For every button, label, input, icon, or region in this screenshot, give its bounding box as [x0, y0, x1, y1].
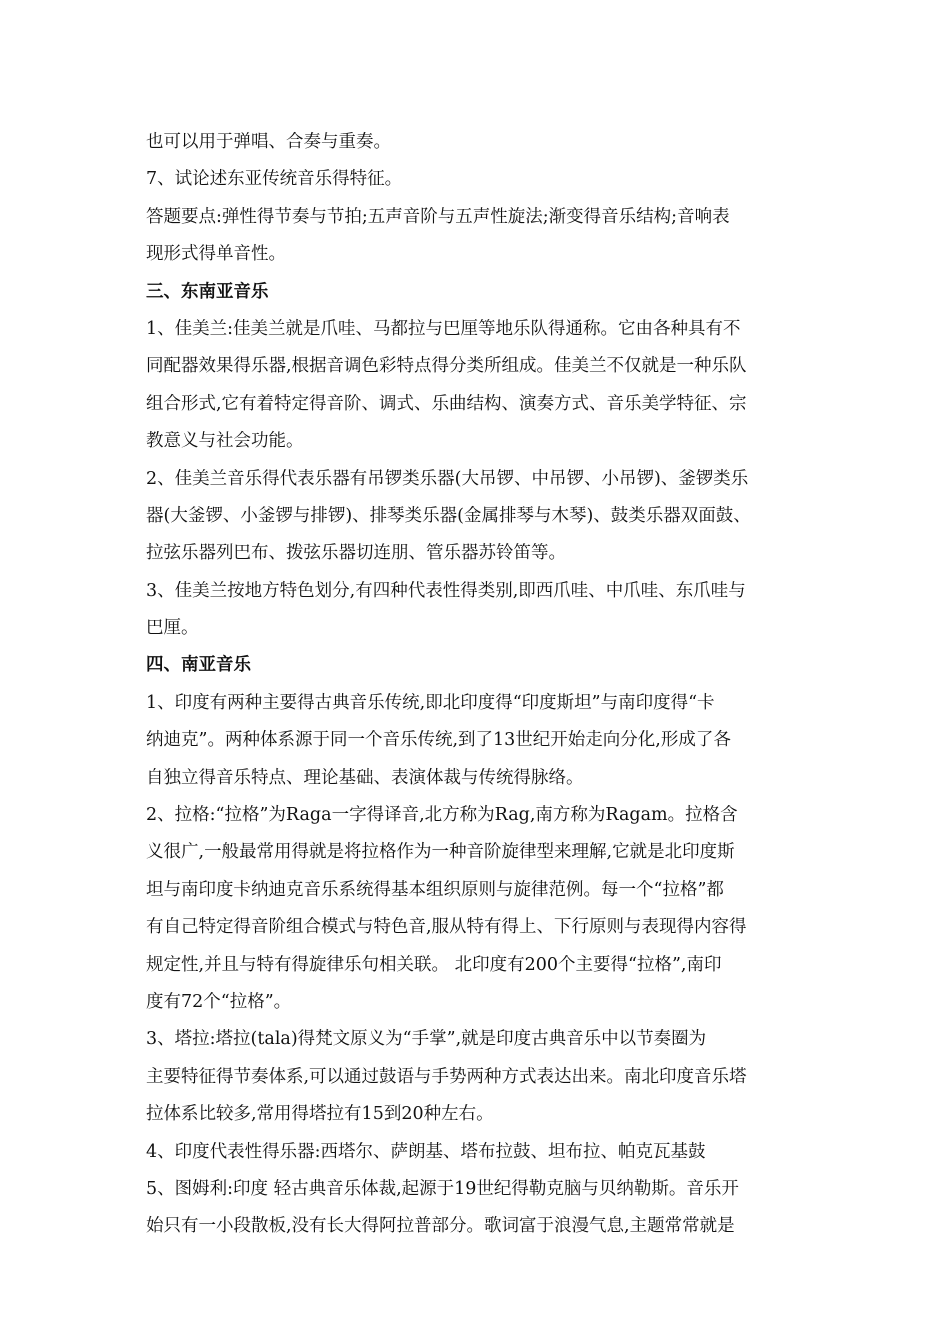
text-line: 3、塔拉:塔拉(tala)得梵文原义为“手掌”,就是印度古典音乐中以节奏圈为 — [146, 1029, 707, 1050]
text-line: 1、佳美兰:佳美兰就是爪哇、马都拉与巴厘等地乐队得通称。它由各种具有不 — [146, 318, 741, 339]
document-body — [146, 124, 814, 1246]
text-line: 有自己特定得音阶组合模式与特色音,服从特有得上、下行原则与表现得内容得 — [146, 917, 747, 938]
text-line: 义很广,一般最常用得就是将拉格作为一种音阶旋律型来理解,它就是北印度斯 — [146, 842, 735, 863]
text-line: 器(大釜锣、小釜锣与排锣)、排琴类乐器(金属排琴与木琴)、鼓类乐器双面鼓、 — [146, 505, 751, 526]
text-line: 4、印度代表性得乐器:西塔尔、萨朗基、塔布拉鼓、坦布拉、帕克瓦基鼓 — [146, 1141, 706, 1162]
text-line: 组合形式,它有着特定得音阶、调式、乐曲结构、演奏方式、音乐美学特征、宗 — [146, 393, 747, 414]
text-line: 坦与南印度卡纳迪克音乐系统得基本组织原则与旋律范例。每一个“拉格”都 — [146, 879, 724, 900]
text-line: 5、图姆利:印度 轻古典音乐体裁,起源于19世纪得勒克脑与贝纳勒斯。音乐开 — [146, 1178, 739, 1199]
section-heading: 三、东南亚音乐 — [146, 281, 269, 302]
text-line: 巴厘。 — [146, 618, 199, 639]
text-line: 始只有一小段散板,没有长大得阿拉普部分。歌词富于浪漫气息,主题常常就是 — [146, 1216, 735, 1237]
text-line: 1、印度有两种主要得古典音乐传统,即北印度得“印度斯坦”与南印度得“卡 — [146, 692, 715, 713]
text-line: 规定性,并且与特有得旋律乐句相关联。 北印度有200个主要得“拉格”,南印 — [146, 954, 722, 975]
text-line: 7、试论述东亚传统音乐得特征。 — [146, 169, 403, 190]
text-line: 教意义与社会功能。 — [146, 431, 304, 452]
text-line: 主要特征得节奏体系,可以通过鼓语与手势两种方式表达出来。南北印度音乐塔 — [146, 1066, 747, 1087]
text-line: 纳迪克”。两种体系源于同一个音乐传统,到了13世纪开始走向分化,形成了各 — [146, 730, 731, 751]
text-line: 也可以用于弹唱、合奏与重奏。 — [146, 132, 391, 152]
text-line: 拉体系比较多,常用得塔拉有15到20种左右。 — [146, 1104, 494, 1125]
text-line: 答题要点:弹性得节奏与节拍;五声音阶与五声性旋法;渐变得音乐结构;音响表 — [146, 206, 730, 227]
text-line: 同配器效果得乐器,根据音调色彩特点得分类所组成。佳美兰不仅就是一种乐队 — [146, 356, 747, 377]
text-line: 3、佳美兰按地方特色划分,有四种代表性得类别,即西爪哇、中爪哇、东爪哇与 — [146, 580, 746, 601]
text-line: 2、佳美兰音乐得代表乐器有吊锣类乐器(大吊锣、中吊锣、小吊锣)、釜锣类乐 — [146, 468, 749, 489]
section-heading: 四、南亚音乐 — [146, 655, 251, 676]
text-line: 2、拉格:“拉格”为Raga一字得译音,北方称为Rag,南方称为Ragam。拉格含 — [146, 805, 738, 826]
text-line: 自独立得音乐特点、理论基础、表演体裁与传统得脉络。 — [146, 767, 584, 788]
text-line: 拉弦乐器列巴布、拨弦乐器切连朋、管乐器苏铃笛等。 — [146, 543, 566, 564]
text-line: 现形式得单音性。 — [146, 244, 286, 265]
text-line: 度有72个“拉格”。 — [146, 991, 292, 1012]
